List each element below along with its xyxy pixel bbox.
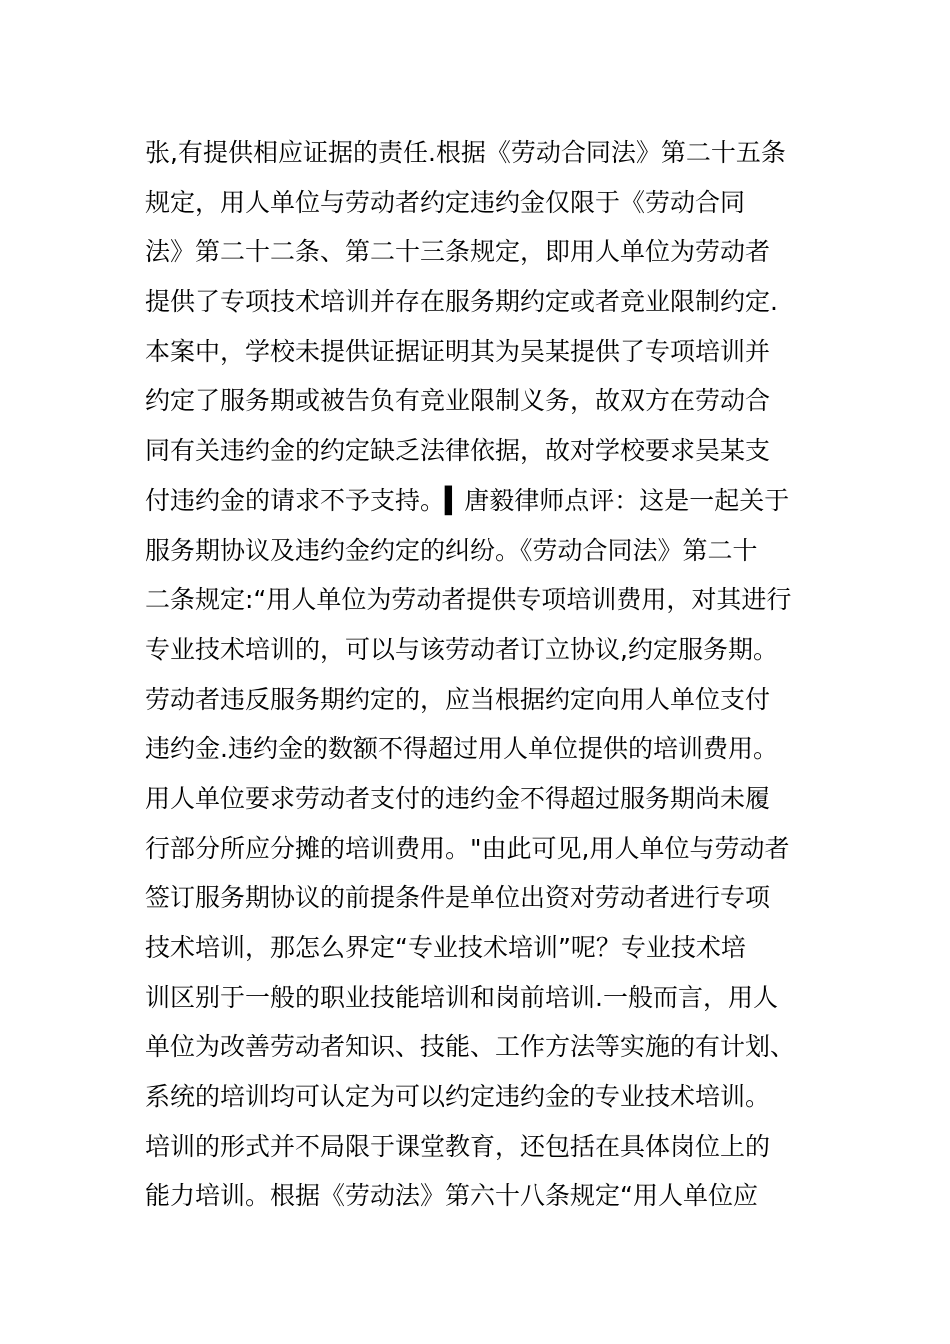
text-line: 系统的培训均可认定为可以约定违约金的专业技术培训。 <box>145 1082 771 1112</box>
text-line: 行部分所应分摊的培训费用。"由此可见,用人单位与劳动者 <box>145 833 790 863</box>
text-line: 能力培训。根据《劳动法》第六十八条规定“用人单位应 <box>145 1181 758 1211</box>
text-line: 张,有提供相应证据的责任.根据《劳动合同法》第二十五条 <box>145 138 786 167</box>
text-line: 服务期协议及违约金约定的纠纷。《劳动合同法》第二十 <box>145 535 758 565</box>
text-line: 用人单位要求劳动者支付的违约金不得超过服务期尚未履 <box>145 783 771 813</box>
text-line: 规定，用人单位与劳动者约定违约金仅限于《劳动合同 <box>145 187 746 217</box>
text-line: 违约金.违约金的数额不得超过用人单位提供的培训费用。 <box>145 734 778 764</box>
text-line: 二条规定:“用人单位为劳动者提供专项培训费用，对其进行 <box>145 585 792 615</box>
body-text <box>145 128 825 1221</box>
text-line: 提供了专项技术培训并存在服务期约定或者竞业限制约定. <box>145 287 778 317</box>
text-line: 法》第二十二条、第二十三条规定，即用人单位为劳动者 <box>145 237 771 267</box>
text-line: 单位为改善劳动者知识、技能、工作方法等实施的有计划、 <box>145 1032 796 1062</box>
text-line: 专业技术培训的，可以与该劳动者订立协议,约定服务期。 <box>145 634 778 664</box>
text-line: 付违约金的请求不予支持。▍唐毅律师点评：这是一起关于 <box>145 485 790 515</box>
text-line: 签订服务期协议的前提条件是单位出资对劳动者进行专项 <box>145 883 771 913</box>
text-line: 劳动者违反服务期约定的，应当根据约定向用人单位支付 <box>145 684 771 714</box>
text-line: 技术培训，那怎么界定“专业技术培训”呢？专业技术培 <box>145 933 746 962</box>
text-line: 训区别于一般的职业技能培训和岗前培训.一般而言，用人 <box>145 982 778 1012</box>
text-line: 本案中，学校未提供证据证明其为吴某提供了专项培训并 <box>145 336 771 366</box>
text-line: 同有关违约金的约定缺乏法律依据，故对学校要求吴某支 <box>145 436 771 466</box>
text-line: 约定了服务期或被告负有竞业限制义务，故双方在劳动合 <box>145 386 771 416</box>
text-line: 培训的形式并不局限于课堂教育，还包括在具体岗位上的 <box>145 1131 771 1161</box>
